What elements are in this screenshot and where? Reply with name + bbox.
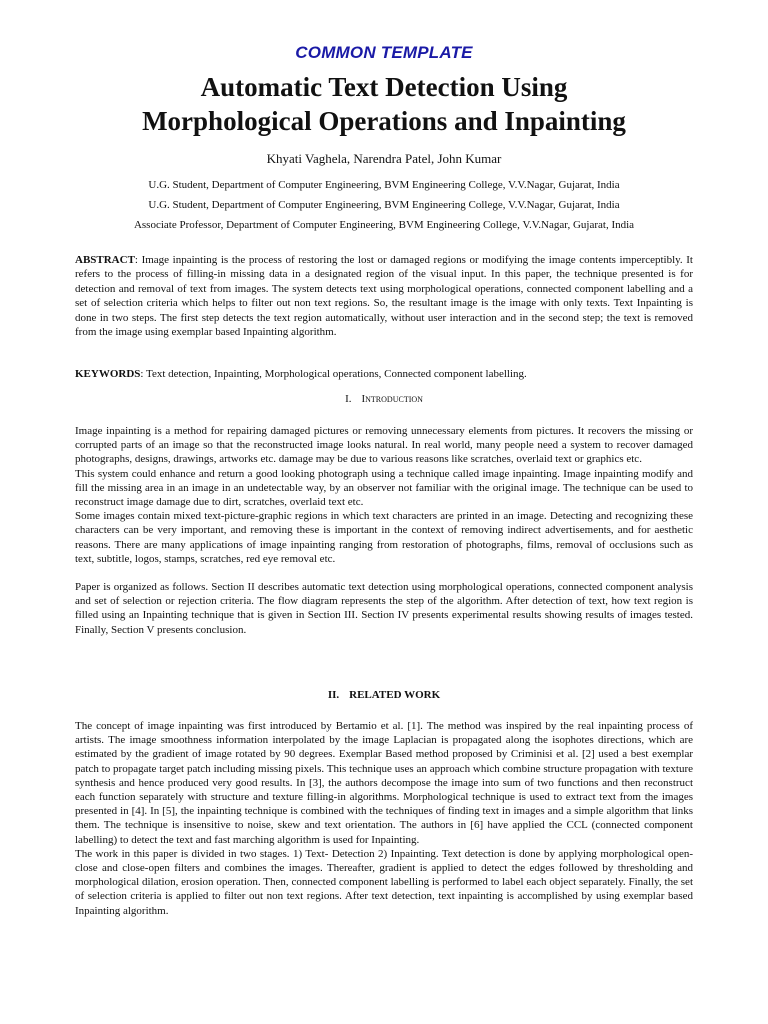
- section-heading-introduction: [0, 392, 768, 406]
- title-line-1: Automatic Text Detection Using: [200, 72, 568, 102]
- paragraph: Paper is organized as follows. Section II describes automatic text detection using morphological operations, connected component analysis and set of selection or rejection criteria. The flow diagram represents the step of the algorithm. After detection of text, how text region is filled using an Inpainting technique that is given in Section III. Section IV presents experimental results showing results of images tested. Finally, Section V presents conclusion.: [75, 581, 693, 636]
- section-numeral: II.: [327, 689, 340, 701]
- paragraph: The concept of image inpainting was first introduced by Bertamio et al. [1]. The method was inspired by the real inpainting process of artists. The image smoothness information interpolated by the image Laplacian is propagated along the isophotes directions, which are estimated by the gradient of image rotated by 90 degrees. Exemplar Based method proposed by Criminisi et al. [2] used a best exemplar patch to propagate target patch including missing pixels. This technique uses an approach which combine structure propagation with texture synthesis and hence produced very good results. In [3], the authors decompose the image into sum of two functions and then reconstruct each function separately with structure and texture filling-in algorithms. Morphological technique is used to extract text from the images presented in [4]. In [5], the inpainting technique is combined with the techniques of finding text in images and a simple algorithm that links them. The technique is insensitive to noise, skew and text orientation. The authors in [6] have applied the CCL (connected component labelling) to detect the text and fast marching algorithm is used for Inpainting.: [75, 720, 693, 846]
- abstract: [75, 253, 693, 339]
- keywords-label: KEYWORDS: [75, 368, 141, 380]
- title-line-2: Morphological Operations and Inpainting: [142, 106, 626, 136]
- introduction-body: [75, 424, 693, 637]
- keywords: [75, 367, 693, 381]
- paragraph: The work in this paper is divided in two stages. 1) Text- Detection 2) Inpainting. Text detection is done by applying morphological open-close and close-open filters and combines the images. Thereafter, gradient is applied to detect the edges followed by thresholding and morphological dilation, erosion operation. Then, connected component labelling is performed to label each object separately. Finally, the set of selection criteria is applied to filter out non text regions. After text detection, text inpainting is accomplished by using exemplar based Inpainting algorithm.: [75, 847, 693, 917]
- paper-title: [0, 70, 768, 138]
- paragraph: Some images contain mixed text-picture-graphic regions in which text characters are printed in an image. Detecting and recognizing these characters can be very important, and removing these is important in the context of removing indirect advertisements, and for aesthetic reasons. There are many applications of image inpainting ranging from restoration of photographs, films, removal of occlusions such as text, subtitle, logos, stamps, scratches, red eye removal etc.: [75, 510, 693, 565]
- template-label: COMMON TEMPLATE: [295, 43, 473, 62]
- affiliation-list: [0, 175, 768, 235]
- affiliation-3: Associate Professor, Department of Computer Engineering, BVM Engineering College, V.V.Nagar, Gujarat, India: [133, 219, 635, 231]
- section-title: RELATED WORK: [349, 689, 441, 701]
- related-work-body: [75, 719, 693, 918]
- section-heading-related-work: [0, 688, 768, 702]
- paragraph: Image inpainting is a method for repairing damaged pictures or removing unnecessary elements from pictures. It recovers the missing or corrupted parts of an image so that the reconstructed image looks natural. In real world, many people need a system to recover damaged photographs, designs, drawings, artworks etc. damage may be due to various reasons like scratches, overlaid text or graphics etc.: [75, 425, 693, 466]
- abstract-label: ABSTRACT: [75, 254, 135, 266]
- author-list: Khyati Vaghela, Narendra Patel, John Kumar: [266, 151, 502, 166]
- paragraph: This system could enhance and return a good looking photograph using a technique called image inpainting. Image inpainting modify and fill the missing area in an image in an undetectable way, by an observer not familiar with the original image. The technique can be used to reconstruct image damage due to dirt, scratches, overlaid text etc.: [75, 467, 693, 509]
- keywords-text: : Text detection, Inpainting, Morphological operations, Connected component labelling.: [140, 368, 527, 380]
- abstract-text: : Image inpainting is the process of restoring the lost or damaged regions or modifying the image contents imperceptibly. It refers to the process of filling-in missing data in a designated region of the visual input. In this paper, the technique presented is for detection and removal of text from images. The system detects text using morphological operations, connected component labelling and a set of selection criteria which helps to filter out non text regions. So, the resultant image is the image with only texts. Text Inpainting is done in two steps. The first step detects the text region automatically, without user interaction and in the second step; the text is removed from the image using exemplar based Inpainting algorithm.: [75, 254, 693, 339]
- section-title: Introduction: [361, 393, 423, 405]
- section-numeral: I.: [345, 393, 352, 405]
- affiliation-2: U.G. Student, Department of Computer Engineering, BVM Engineering College, V.V.Nagar, Gujarat, India: [148, 199, 620, 211]
- affiliation-1: U.G. Student, Department of Computer Engineering, BVM Engineering College, V.V.Nagar, Gujarat, India: [148, 179, 620, 191]
